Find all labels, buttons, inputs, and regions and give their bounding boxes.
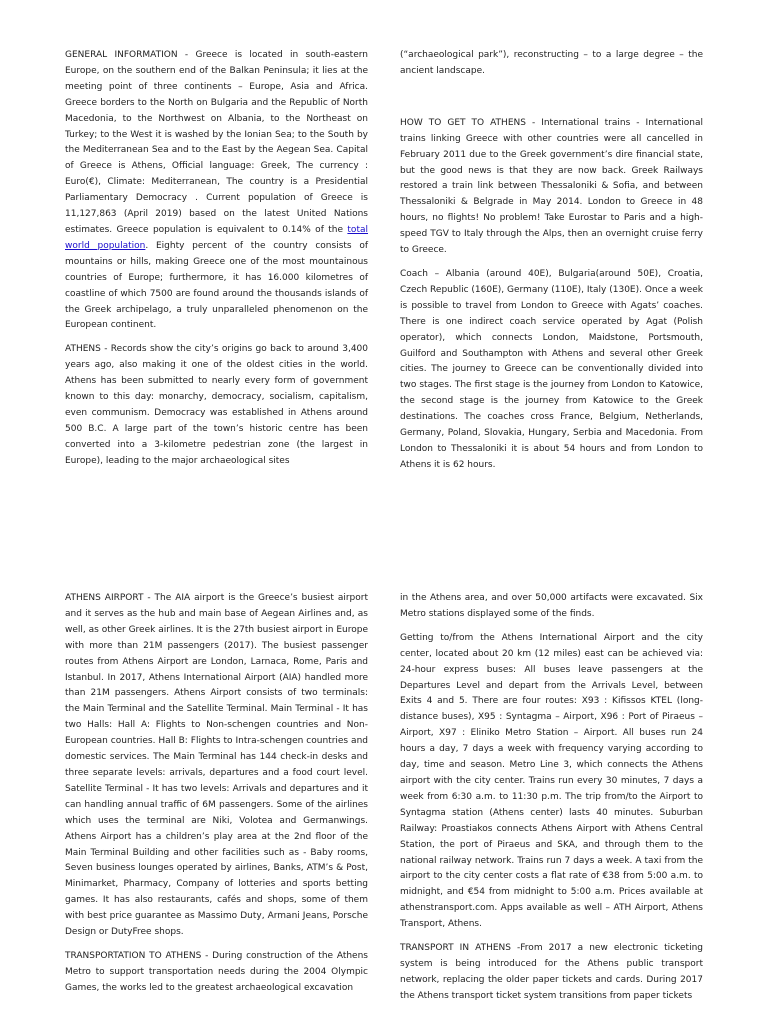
transportation-continued: in the Athens area, and over 50,000 artifacts were excavated. Six Metro stations displayed some of the finds. <box>400 593 703 619</box>
athens-history-continued: (“archaeological park”), reconstructing – to a large degree – the ancient landscape. <box>400 50 703 76</box>
coach-paragraph: Coach – Albania (around 40E), Bulgaria(around 50E), Croatia, Czech Republic (160E), Germany (110E), Italy (130E). Once a week is possible to travel from London to Greece with Agats’ coaches. There is one indirect coach service operated by Agat (Polish operator), which connects London, Maidstone, Portsmouth, Guilford and Southampton with Athens and several other Greek cities. The journey to Greece can be conventionally divided into two stages. The first stage is the journey from London to Katowice, the second stage is the journey from Katowice to the Greek destinations. The coaches cross France, Belgium, Netherlands, Germany, Poland, Slovakia, Hungary, Serbia and Macedonia. From London to Thessaloniki it is about 54 hours and from London to Athens it is 62 hours. <box>400 268 703 470</box>
transportation-paragraph: TRANSPORTATION TO ATHENS - During construction of the Athens Metro to support transportation needs during the 2004 Olympic Games, the works led to the greatest archaeological excavation <box>65 950 368 993</box>
total-world-population-link[interactable]: total world population <box>65 224 368 251</box>
general-information-text: GENERAL INFORMATION - Greece is located in south-eastern Europe, on the southern end of the Balkan Peninsula; it lies at the meeting point of three continents – Europe, Asia and Africa. Greece borders to the North on Bulgaria and the Republic of North Macedonia, to the Northwest on Albania, to the Northeast on Turkey; to the West it is washed by the Ionian Sea; to the South by the Mediterranean Sea and to the East by the Aegean Sea. Capital of Greece is Athens, Official language: Greek, The currency : Euro(€), Climate: Mediterranean, The country is a Presidential Parliamentary Democracy . Current population of Greece is 11,127,863 (April 2019) based on the latest United Nations estimates. Greece population is equivalent to 0.14% of the <box>65 50 368 235</box>
transport-in-athens-paragraph: TRANSPORT IN ATHENS -From 2017 a new electronic ticketing system is being introduced for the Athens public transport network, replacing the older paper tickets and cards. During 2017 the Athens transport ticket system transitions from paper tickets <box>400 943 703 1001</box>
column-bottom-right <box>400 591 703 1005</box>
general-information-text-cont: . Eighty percent of the country consists of mountains or hills, making Greece one of the most mountainous countries of Europe; furthermore, it has 16.000 kilometres of coastline of which 7500 are found around the thousands islands of the Greek archipelago, a truly unparalleled phenomenon on the European continent. <box>65 240 368 331</box>
column-bottom-left <box>65 591 368 997</box>
column-top-left <box>65 48 368 470</box>
column-top-right <box>400 48 703 474</box>
airport-city-paragraph: Getting to/from the Athens International Airport and the city center, located about 20 km (12 miles) east can be achieved via: 24-hour express buses: All buses leave passengers at the Departures Level and depart from the Arrivals Level, between Exits 4 and 5. There are four routes: X93 : Kifissos KTEL (long-distance buses), X95 : Syntagma – Airport, X96 : Port of Piraeus – Airport, X97 : Eliniko Metro Station – Airport. All buses run 24 hours a day, 7 days a week with frequency varying according to day, time and season. Metro Line 3, which connects the Athens airport with the city center. Trains run every 30 minutes, 7 days a week from 6:30 a.m. to 11:30 p.m. The trip from/to the Airport to Syntagma station (Athens center) lasts 40 minutes. Suburban Railway: Proastiakos connects Athens Airport with Athens Central Station, the port of Piraeus and SKA, and through them to the national railway network. Trains run 7 days a week. A taxi from the airport to the city center costs a flat rate of €38 from 5:00 a.m. to midnight, and €54 from midnight to 5:00 a.m. Prices available at athenstransport.com. Apps available as well – ATH Airport, Athens Transport, Athens. <box>400 632 703 930</box>
how-to-get-paragraph: HOW TO GET TO ATHENS - International trains - International trains linking Greece with other countries were all cancelled in February 2011 due to the Greek government’s dire financial state, but the good news is that they are now back. Greek Railways restored a train link between Thessaloniki & Sofia, and between Thessaloniki & Belgrade in May 2014. London to Greece in 48 hours, no flights! No problem! Take Eurostar to Paris and a high-speed TGV to Italy through the Alps, then an overnight cruise ferry to Greece. <box>400 117 703 256</box>
athens-history-paragraph: ATHENS - Records show the city’s origins go back to around 3,400 years ago, also making it one of the oldest cities in the world. Athens has been submitted to nearly every form of government known to this day: monarchy, democracy, socialism, capitalism, even communism. Democracy was established in Athens around 500 B.C. A large part of the town’s historic centre has been converted into a 3-kilometre pedestrian zone (the largest in Europe), leading to the major archaeological sites <box>65 344 368 466</box>
athens-airport-paragraph: ATHENS AIRPORT - The AIA airport is the Greece’s busiest airport and it serves as the hub and main base of Aegean Airlines and, as well, as other Greek airlines. It is the 27th busiest airport in Europe with more than 21M passengers (2017). The busiest passenger routes from Athens Airport are London, Larnaca, Rome, Paris and Istanbul. In 2017, Athens International Airport (AIA) handled more than 21M passengers. Athens Airport consists of two terminals: the Main Terminal and the Satellite Terminal. Main Terminal - It has two Halls: Hall A: Flights to Non-schengen countries and Non-European countries. Hall B: Flights to Intra-schengen countries and domestic services. The Main Terminal has 144 check-in desks and three separate levels: arrivals, departures and a food court level. Satellite Terminal - It has two levels: Arrivals and departures and it can handling annual traffic of 6M passengers. Some of the airlines which uses the terminal are Niki, Volotea and Germanwings. Athens Airport has a children’s play area at the 2nd floor of the Main Terminal Building and other facilities such as - Baby rooms, Seven business lounges operated by airlines, Banks, ATM’s & Post, Minimarket, Pharmacy, Company of lotteries and sports betting games. It has also restaurants, cafés and shops, some of them with best price guarantee as Massimo Duty, Armani Jeans, Porsche Design or DutyFree shops. <box>65 593 368 938</box>
general-information-paragraph <box>65 48 368 334</box>
